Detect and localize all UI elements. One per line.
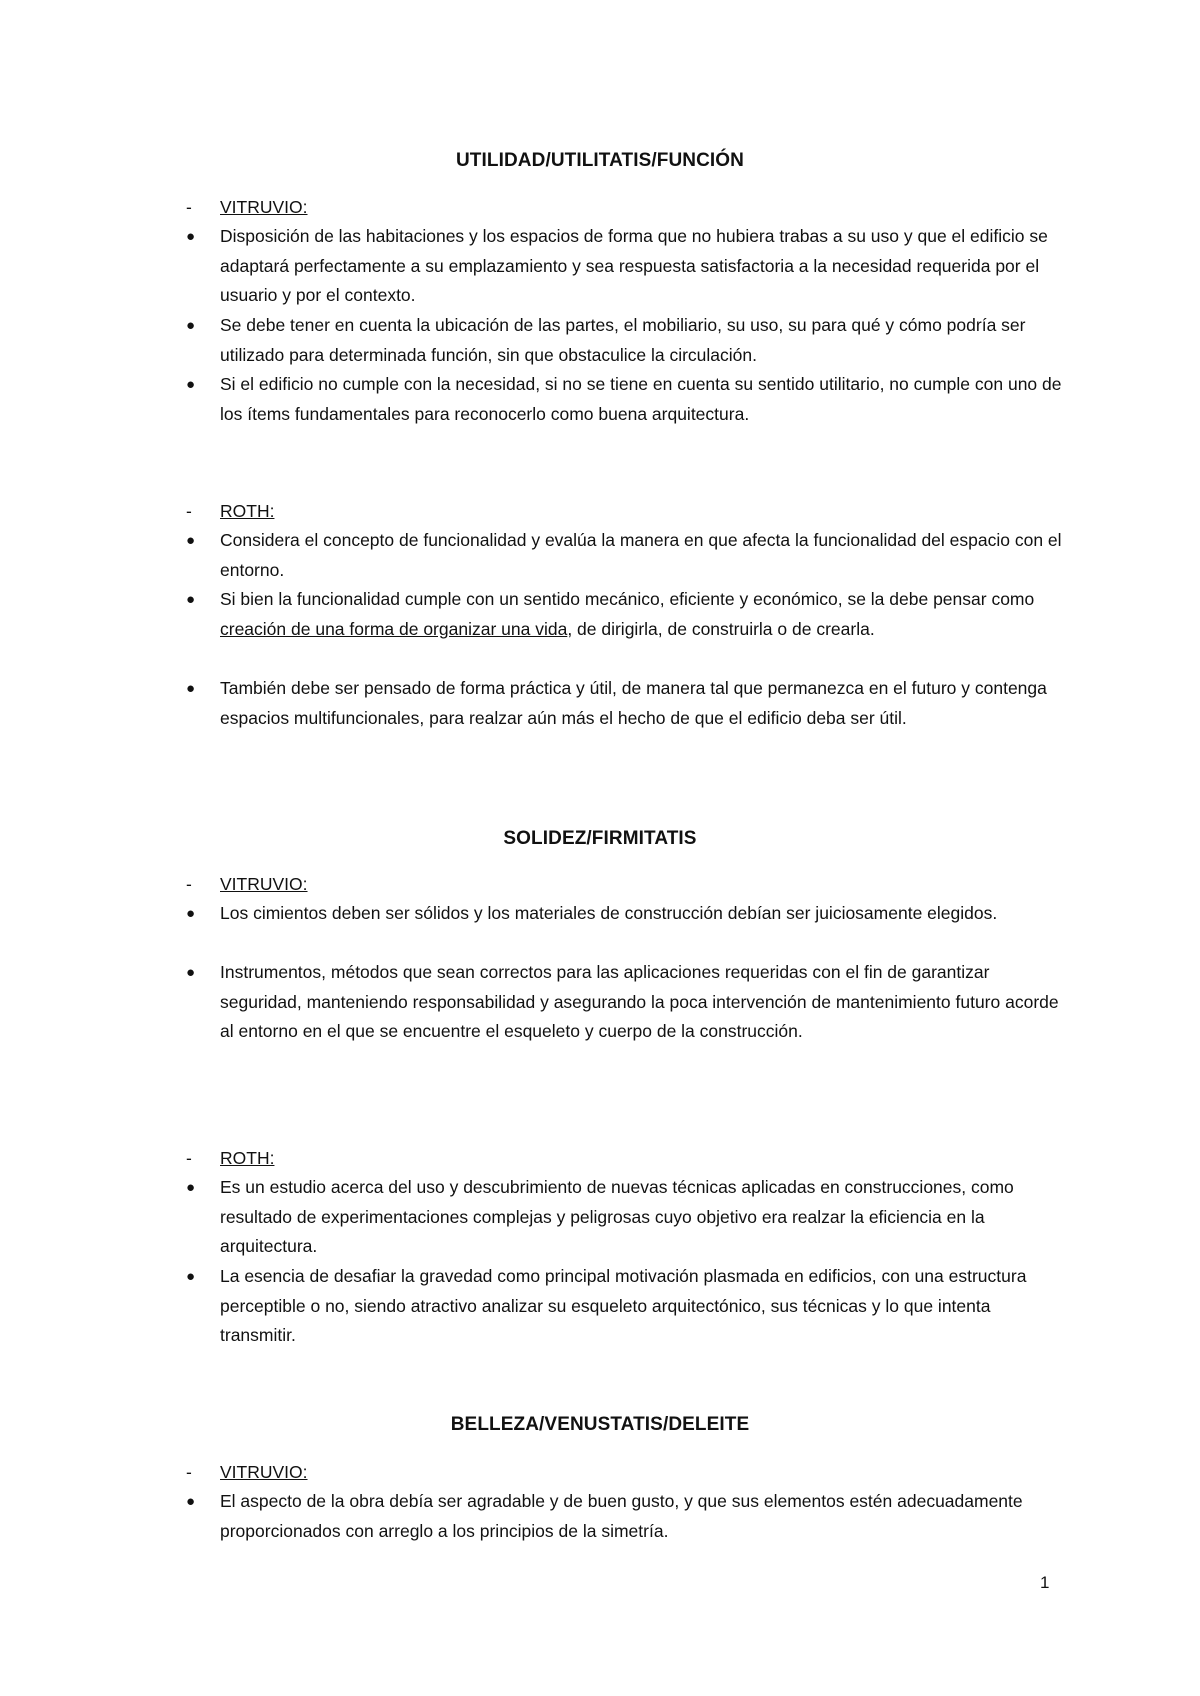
author-name: ROTH: <box>220 501 275 521</box>
bullet-item <box>186 526 1066 585</box>
bullet-item <box>186 311 1066 370</box>
bullet-text: Instrumentos, métodos que sean correctos para las aplicaciones requeridas con el fin de garantizar seguridad, manteniendo responsabilidad y asegurando la poca intervención de mantenimiento futuro acorde al entorno en el que se encuentre el esqueleto y cuerpo de la construcción. <box>220 962 1059 1041</box>
dash-marker: - <box>186 874 192 894</box>
section-heading-belleza: BELLEZA/VENUSTATIS/DELEITE <box>450 1414 750 1435</box>
author-name: VITRUVIO: <box>220 197 308 217</box>
author-name: VITRUVIO: <box>220 874 308 894</box>
bullet-icon: ● <box>186 228 196 245</box>
bullet-icon: ● <box>186 1179 196 1196</box>
page-number: 1 <box>1040 1573 1050 1592</box>
dash-marker: - <box>186 501 192 521</box>
author-label-roth <box>186 1144 274 1174</box>
section-heading-utilidad: UTILIDAD/UTILITATIS/FUNCIÓN <box>455 150 744 171</box>
bullet-icon: ● <box>186 905 196 922</box>
bullet-icon: ● <box>186 964 196 981</box>
author-name: VITRUVIO: <box>220 1462 308 1482</box>
bullet-item <box>186 958 1066 1047</box>
bullet-text: La esencia de desafiar la gravedad como principal motivación plasmada en edificios, con una estructura perceptible o no, siendo atractivo analizar su esqueleto arquitectónico, sus técnicas y lo que intenta transmitir. <box>220 1266 1027 1345</box>
dash-marker: - <box>186 197 192 217</box>
bullet-icon: ● <box>186 532 196 549</box>
bullet-item <box>186 1262 1066 1351</box>
bullet-text: Considera el concepto de funcionalidad y evalúa la manera en que afecta la funcionalidad del espacio con el entorno. <box>220 530 1062 580</box>
bullet-icon: ● <box>186 376 196 393</box>
bullet-text-part: Si bien la funcionalidad cumple con un sentido mecánico, eficiente y económico, se la debe pensar como <box>220 589 1035 609</box>
bullet-text: Disposición de las habitaciones y los espacios de forma que no hubiera trabas a su uso y que el edificio se adaptará perfectamente a su emplazamiento y sea respuesta satisfactoria a la necesidad requerida por el usuario y por el contexto. <box>220 226 1048 305</box>
section-heading-solidez: SOLIDEZ/FIRMITATIS <box>503 828 697 849</box>
bullet-item <box>186 370 1066 429</box>
author-label-vitruvio <box>186 1458 308 1488</box>
dash-marker: - <box>186 1148 192 1168</box>
bullet-text: El aspecto de la obra debía ser agradable y de buen gusto, y que sus elementos estén adecuadamente proporcionados con arreglo a los principios de la simetría. <box>220 1491 1023 1541</box>
bullet-icon: ● <box>186 591 196 608</box>
bullet-item <box>186 222 1066 311</box>
author-label-roth <box>186 497 274 527</box>
bullet-item <box>186 1487 1066 1546</box>
underlined-phrase: creación de una forma de organizar una vida <box>220 618 568 639</box>
author-label-vitruvio <box>186 193 308 223</box>
bullet-text-part: , de dirigirla, de construirla o de crearla. <box>567 618 875 639</box>
bullet-icon: ● <box>186 317 196 334</box>
bullet-text: Los cimientos deben ser sólidos y los materiales de construcción debían ser juiciosamente elegidos. <box>220 903 998 923</box>
bullet-icon: ● <box>186 1493 196 1510</box>
bullet-text: Si el edificio no cumple con la necesidad, si no se tiene en cuenta su sentido utilitario, no cumple con uno de los ítems fundamentales para reconocerlo como buena arquitectura. <box>220 374 1062 424</box>
author-label-vitruvio <box>186 870 308 900</box>
dash-marker: - <box>186 1462 192 1482</box>
bullet-text: También debe ser pensado de forma práctica y útil, de manera tal que permanezca en el futuro y contenga espacios multifuncionales, para realzar aún más el hecho de que el edificio deba ser útil. <box>220 678 1047 728</box>
bullet-icon: ● <box>186 1268 196 1285</box>
bullet-item <box>186 585 1066 644</box>
bullet-text: Es un estudio acerca del uso y descubrimiento de nuevas técnicas aplicadas en construcciones, como resultado de experimentaciones complejas y peligrosas cuyo objetivo era realzar la eficiencia en la arquitectura. <box>220 1177 1014 1256</box>
author-name: ROTH: <box>220 1148 275 1168</box>
bullet-text <box>186 585 1066 644</box>
bullet-text: Se debe tener en cuenta la ubicación de las partes, el mobiliario, su uso, su para qué y cómo podría ser utilizado para determinada función, sin que obstaculice la circulación. <box>220 315 1026 365</box>
bullet-item <box>186 1173 1066 1262</box>
bullet-item <box>186 899 1066 929</box>
bullet-item <box>186 674 1066 733</box>
bullet-icon: ● <box>186 680 196 697</box>
